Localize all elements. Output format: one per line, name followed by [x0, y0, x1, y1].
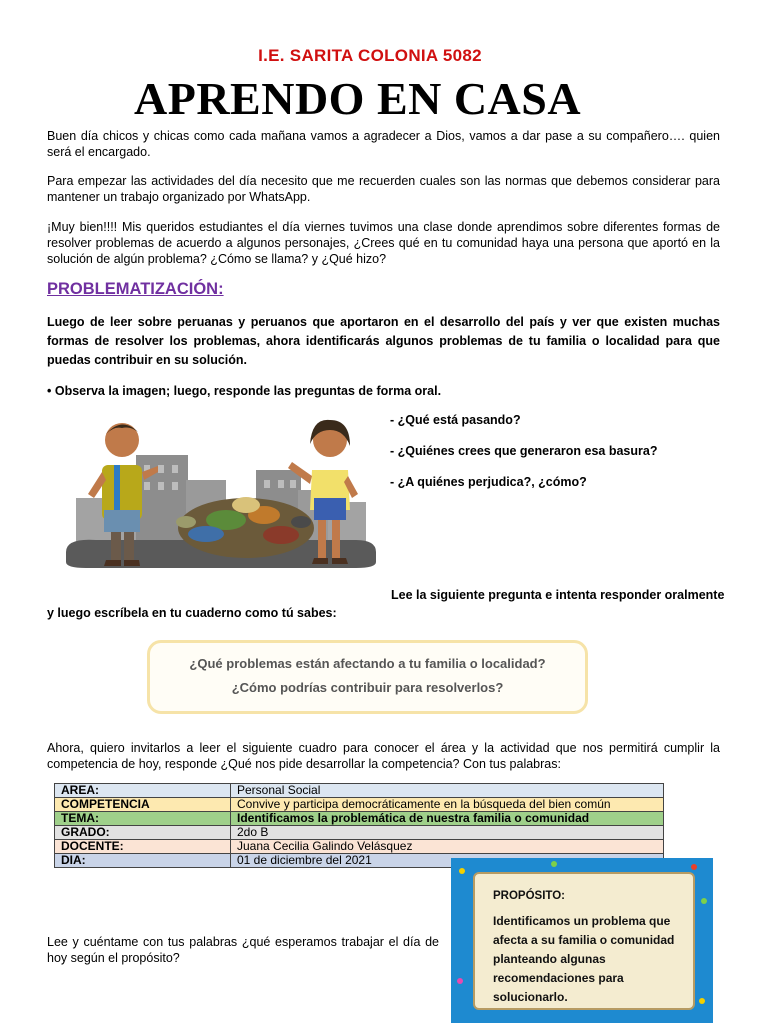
proposito-card: [451, 858, 713, 1023]
instruction-line-2: y luego escríbela en tu cuaderno como tú sabes:: [47, 606, 337, 620]
confetti-dot: [459, 868, 465, 874]
table-value: Identificamos la problemática de nuestra familia o comunidad: [231, 812, 664, 826]
question-box-line-2: ¿Cómo podrías contribuir para resolverlos?: [231, 680, 504, 695]
table-row: [55, 826, 664, 840]
confetti-dot: [701, 898, 707, 904]
instruction-line-1: Lee la siguiente pregunta e intenta responder oralmente: [391, 588, 725, 602]
table-row: [55, 784, 664, 798]
confetti-dot: [551, 861, 557, 867]
info-table: [54, 783, 664, 868]
question-box-line-1: ¿Qué problemas están afectando a tu familia o localidad?: [189, 656, 546, 671]
proposito-scroll: [473, 872, 695, 1010]
section-heading: PROBLEMATIZACIÓN:: [47, 280, 224, 298]
table-key: TEMA:: [55, 812, 231, 826]
table-value: Personal Social: [231, 784, 664, 798]
confetti-dot: [699, 998, 705, 1004]
proposito-body: Identificamos un problema que afecta a su familia o comunidad planteando algunas recomendaciones para solucionarlo.: [493, 914, 675, 1004]
garbage-illustration: [66, 410, 376, 580]
question-box: [147, 640, 588, 714]
observe-bullet: • Observa la imagen; luego, responde las preguntas de forma oral.: [47, 384, 442, 398]
table-value: Convive y participa democráticamente en la búsqueda del bien común: [231, 798, 664, 812]
question-1: - ¿Qué está pasando?: [390, 413, 521, 427]
confetti-dot: [457, 978, 463, 984]
table-row: [55, 812, 664, 826]
ahora-paragraph: Ahora, quiero invitarlos a leer el siguiente cuadro para conocer el área y la actividad que nos permitirá cumplir la competencia de hoy, responde ¿Qué nos pide desarrollar la competencia? Con tus palabras:: [47, 741, 720, 771]
problem-paragraph: Luego de leer sobre peruanas y peruanos que aportaron en el desarrollo del país y ver que existen muchas formas de resolver los problemas, ahora identificarás algunos problemas de tu familia o localidad para que puedas contribuir en su solución.: [47, 315, 720, 367]
table-key: GRADO:: [55, 826, 231, 840]
table-key: DOCENTE:: [55, 840, 231, 854]
table-value: 2do B: [231, 826, 664, 840]
table-value: 01 de diciembre del 2021: [231, 854, 664, 868]
table-key: AREA:: [55, 784, 231, 798]
table-key: COMPETENCIA: [55, 798, 231, 812]
table-value: Juana Cecilia Galindo Velásquez: [231, 840, 664, 854]
proposito-heading: PROPÓSITO:: [493, 890, 565, 902]
table-row: [55, 840, 664, 854]
table-key: DIA:: [55, 854, 231, 868]
closing-paragraph: Lee y cuéntame con tus palabras ¿qué esperamos trabajar el día de hoy según el propósito?: [47, 935, 439, 965]
confetti-dot: [691, 864, 697, 870]
page-title: APRENDO EN CASA: [134, 73, 582, 124]
intro-paragraph-2: Para empezar las actividades del día necesito que me recuerden cuales son las normas que debemos considerar para mantener un trabajo organizado por WhatsApp.: [47, 174, 720, 204]
question-3: - ¿A quiénes perjudica?, ¿cómo?: [390, 475, 587, 489]
question-2: - ¿Quiénes crees que generaron esa basura?: [390, 444, 658, 458]
table-row: [55, 798, 664, 812]
intro-paragraph-3: ¡Muy bien!!!! Mis queridos estudiantes el día viernes tuvimos una clase donde aprendimos sobre diferentes formas de resolver problemas de acuerdo a algunos personajes, ¿Crees qué en tu comunidad haya una persona que aportó en la solución de algún problema? ¿Cómo se llama? y ¿Qué hizo?: [47, 220, 720, 266]
school-name: I.E. SARITA COLONIA 5082: [258, 46, 482, 65]
intro-paragraph-1: Buen día chicos y chicas como cada mañana vamos a agradecer a Dios, vamos a dar pase a su compañero…. quien será el encargado.: [47, 129, 720, 159]
